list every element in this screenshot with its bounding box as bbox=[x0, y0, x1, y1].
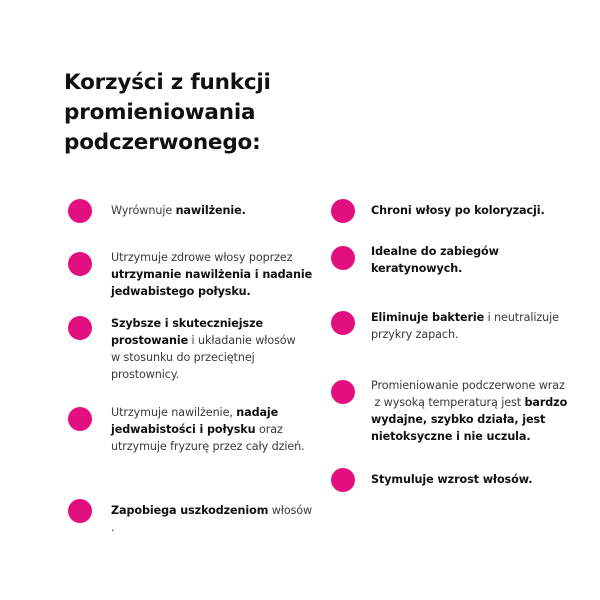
title-line: Korzyści z funkcji bbox=[64, 70, 271, 95]
bullet-dot-icon bbox=[331, 246, 355, 270]
bullet-dot-icon bbox=[68, 199, 92, 223]
title-line: promieniowania bbox=[64, 100, 256, 125]
benefit-text: Zapobiega uszkodzeniom włosów . bbox=[111, 504, 313, 534]
benefit-text: Szybsze i skuteczniejsze prostowanie i układanie włosów w stosunku do przeciętnej prostownicy. bbox=[111, 317, 296, 381]
benefit-text: Wyrównuje nawilżenie. bbox=[111, 204, 246, 217]
bullet-dot-icon bbox=[331, 311, 355, 335]
benefit-text: Stymuluje wzrost włosów. bbox=[371, 473, 533, 486]
benefit-text: Utrzymuje nawilżenie, nadaje jedwabistości i połysku oraz utrzymuje fryzurę przez cały dzień. bbox=[111, 406, 305, 453]
benefit-text: Eliminuje bakterie i neutralizuje przykry zapach. bbox=[371, 311, 559, 341]
bullet-dot-icon bbox=[68, 499, 92, 523]
title-line: podczerwonego: bbox=[64, 130, 261, 155]
bullet-dot-icon bbox=[331, 199, 355, 223]
bullet-dot-icon bbox=[68, 252, 92, 276]
bullet-dot-icon bbox=[68, 407, 92, 431]
benefit-text: Utrzymuje zdrowe włosy poprzez utrzymanie nawilżenia i nadanie jedwabistego połysku. bbox=[111, 251, 313, 298]
benefit-text: Chroni włosy po koloryzacji. bbox=[371, 204, 545, 217]
benefit-text: Promieniowanie podczerwone wraz z wysoką temperaturą jest bardzo wydajne, szybko działa, jest nietoksyczne i nie uczula. bbox=[371, 379, 568, 443]
bullet-dot-icon bbox=[68, 316, 92, 340]
bullet-dot-icon bbox=[331, 468, 355, 492]
benefit-text: Idealne do zabiegów keratynowych. bbox=[371, 245, 499, 275]
page-title bbox=[64, 68, 271, 158]
bullet-dot-icon bbox=[331, 380, 355, 404]
